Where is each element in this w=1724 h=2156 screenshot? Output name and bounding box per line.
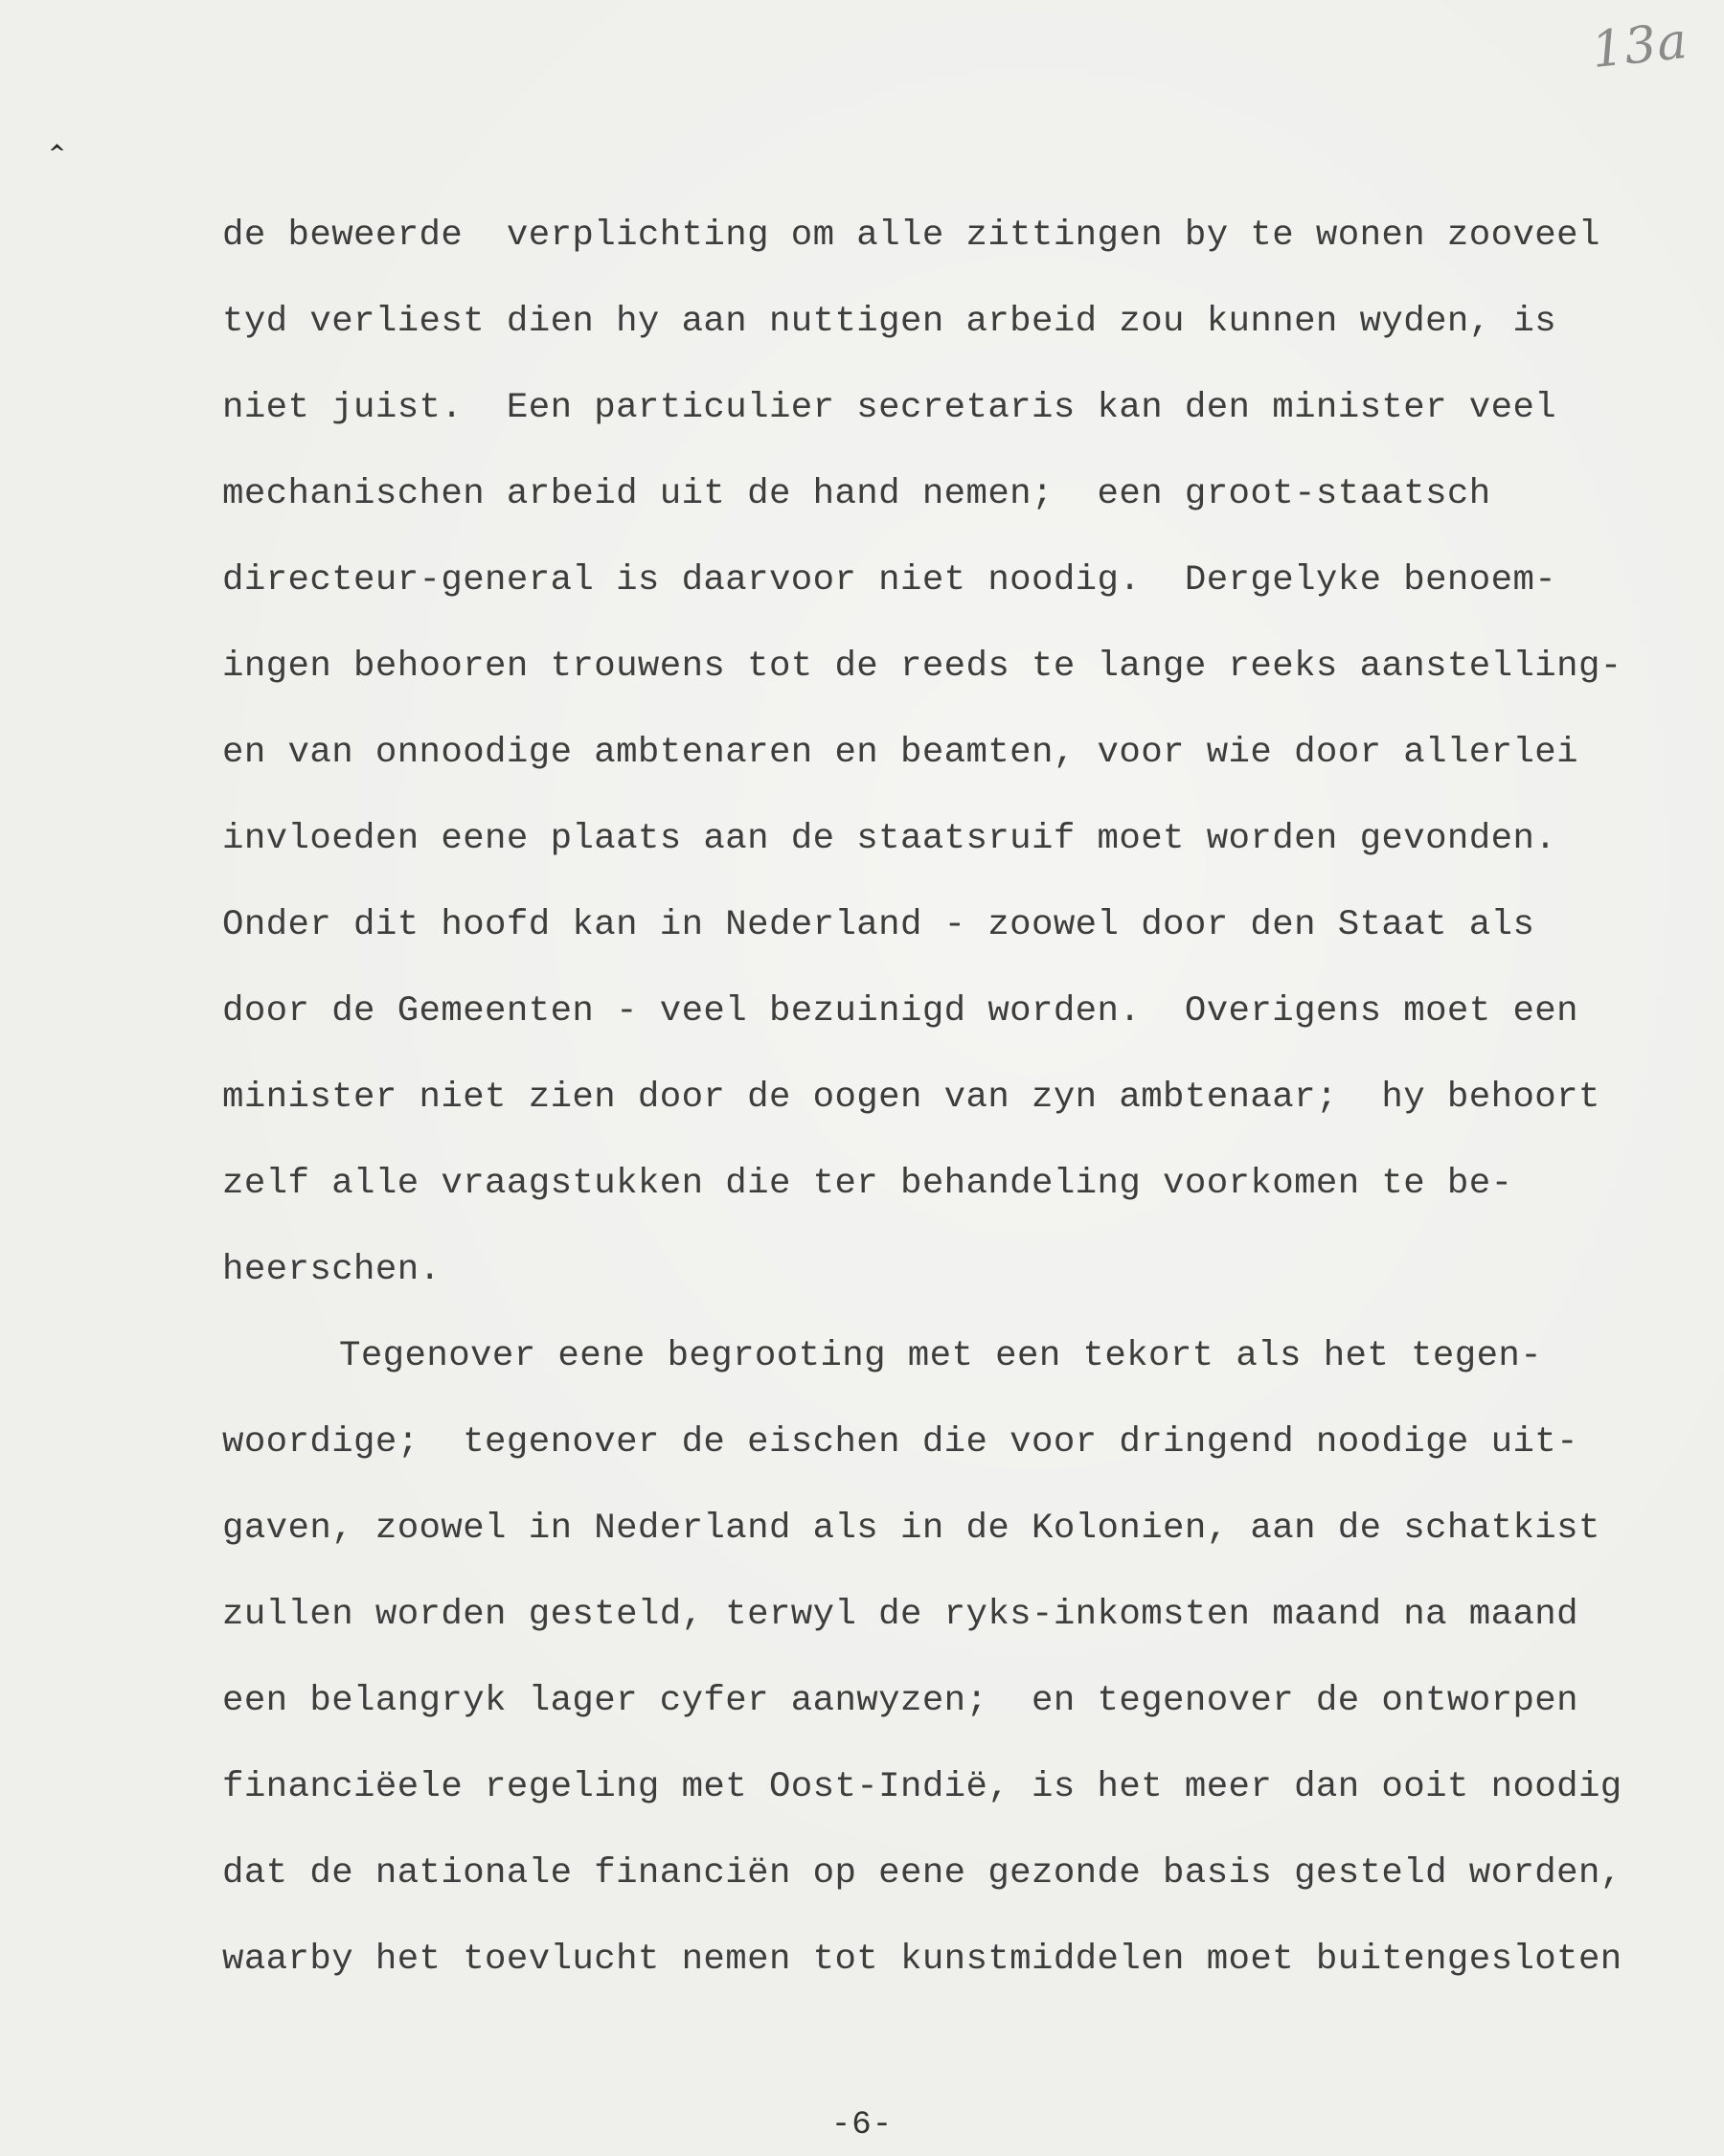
text-line: minister niet zien door de oogen van zyn ambtenaar; hy behoort: [222, 1078, 1600, 1118]
text-line: waarby het toevlucht nemen tot kunstmiddelen moet buitengesloten: [222, 1940, 1622, 1980]
text-line: woordige; tegenover de eischen die voor dringend noodige uit-: [222, 1422, 1578, 1463]
text-line: financiëele regeling met Oost-Indië, is het meer dan ooit noodig: [222, 1767, 1622, 1807]
paragraph-1: [222, 201, 1716, 1322]
text-line: ingen behooren trouwens tot de reeds te lange reeks aanstelling-: [222, 647, 1622, 687]
text-line: zullen worden gesteld, terwyl de ryks-inkomsten maand na maand: [222, 1595, 1578, 1635]
handwritten-page-annotation: 13a: [1588, 11, 1690, 80]
text-line: Tegenover eene begrooting met een tekort als het tegen-: [339, 1336, 1543, 1376]
paragraph-2: [222, 1322, 1716, 2011]
margin-mark: ‸: [48, 123, 67, 151]
page-number: -6-: [830, 2107, 894, 2144]
text-line: Onder dit hoofd kan in Nederland - zoowel door den Staat als: [222, 905, 1535, 945]
body-text: [222, 201, 1716, 2011]
text-line: dat de nationale financiën op eene gezonde basis gesteld worden,: [222, 1853, 1622, 1894]
text-line: invloeden eene plaats aan de staatsruif moet worden gevonden.: [222, 819, 1557, 859]
text-line: mechanischen arbeid uit de hand nemen; een groot-staatsch: [222, 474, 1491, 514]
text-line: niet juist. Een particulier secretaris kan den minister veel: [222, 388, 1557, 428]
text-line: tyd verliest dien hy aan nuttigen arbeid zou kunnen wyden, is: [222, 302, 1557, 342]
text-line: directeur-general is daarvoor niet noodig. Dergelyke benoem-: [222, 560, 1557, 601]
text-line: en van onnoodige ambtenaren en beamten, voor wie door allerlei: [222, 733, 1578, 773]
text-line: gaven, zoowel in Nederland als in de Kolonien, aan de schatkist: [222, 1509, 1600, 1549]
text-line: heerschen.: [222, 1250, 442, 1290]
text-line: de beweerde verplichting om alle zittingen by te wonen zooveel: [222, 216, 1600, 256]
text-line: een belangryk lager cyfer aanwyzen; en tegenover de ontworpen: [222, 1681, 1578, 1721]
text-line: door de Gemeenten - veel bezuinigd worden. Overigens moet een: [222, 991, 1578, 1032]
text-line: zelf alle vraagstukken die ter behandeling voorkomen te be-: [222, 1164, 1513, 1204]
